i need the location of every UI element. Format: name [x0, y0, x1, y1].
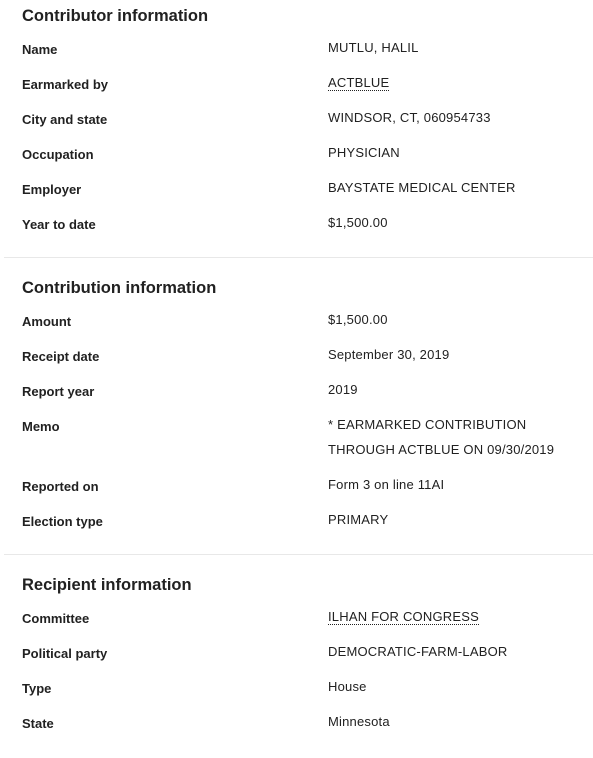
row-label: State — [22, 716, 54, 731]
earmarked-by-link[interactable]: ACTBLUE — [328, 75, 390, 90]
row-label: Receipt date — [22, 349, 100, 364]
row-value: * EARMARKED CONTRIBUTION THROUGH ACTBLUE ON 09/30/2019 — [328, 417, 555, 457]
row-label: Committee — [22, 611, 90, 626]
row-value: WINDSOR, CT, 060954733 — [328, 110, 491, 125]
row-label: Name — [22, 42, 58, 57]
row-value: MUTLU, HALIL — [328, 40, 419, 55]
row-value — [328, 76, 590, 101]
row-value — [328, 610, 590, 635]
row-label: Earmarked by — [22, 77, 108, 92]
committee-link[interactable]: ILHAN FOR CONGRESS — [328, 609, 479, 624]
row-value: PRIMARY — [328, 512, 389, 527]
row-value: September 30, 2019 — [328, 347, 450, 362]
section-title: Contribution information — [22, 279, 217, 297]
row-label: Type — [22, 681, 52, 696]
row-value: PHYSICIAN — [328, 145, 400, 160]
row-value: $1,500.00 — [328, 312, 388, 327]
row-label: Reported on — [22, 479, 99, 494]
row-value: House — [328, 679, 367, 694]
row-label: Amount — [22, 314, 72, 329]
row-label: Year to date — [22, 217, 96, 232]
section-title: Recipient information — [22, 576, 192, 594]
row-value: $1,500.00 — [328, 215, 388, 230]
row-label: Employer — [22, 182, 82, 197]
row-label: City and state — [22, 112, 108, 127]
row-value: Minnesota — [328, 714, 390, 729]
row-label: Political party — [22, 646, 108, 661]
row-label: Occupation — [22, 147, 94, 162]
row-value: Form 3 on line 11AI — [328, 477, 445, 492]
row-value: 2019 — [328, 382, 358, 397]
row-value: BAYSTATE MEDICAL CENTER — [328, 180, 516, 195]
row-label: Report year — [22, 384, 95, 399]
row-label: Election type — [22, 514, 103, 529]
row-label: Memo — [22, 419, 60, 434]
section-title: Contributor information — [22, 7, 209, 25]
row-value: DEMOCRATIC-FARM-LABOR — [328, 644, 508, 659]
section-divider — [4, 554, 593, 555]
section-divider — [4, 257, 593, 258]
